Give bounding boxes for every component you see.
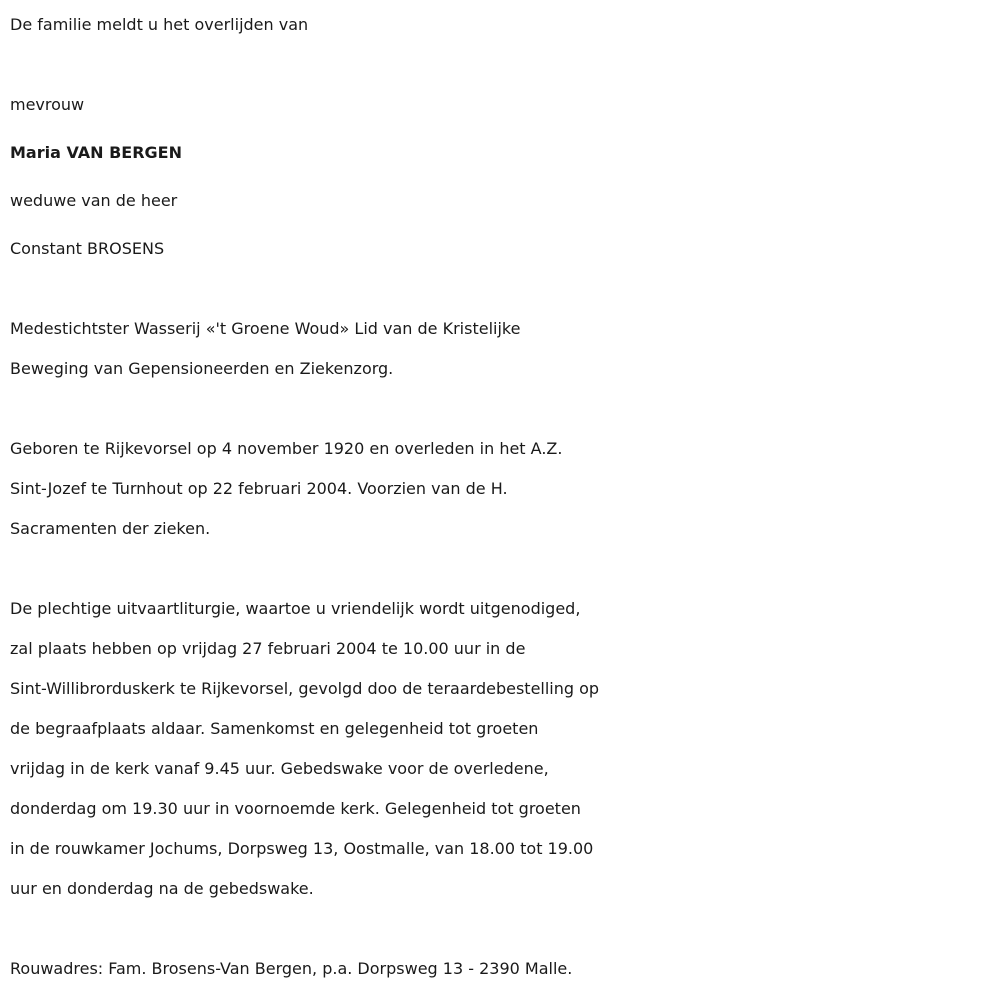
paragraph-line: donderdag om 19.30 uur in voornoemde kerk. Gelegenheid tot groeten [10, 799, 581, 818]
birth-death-paragraph [10, 429, 995, 549]
paragraph-line: De plechtige uitvaartliturgie, waartoe u vriendelijk wordt uitgenodiged, [10, 599, 581, 618]
paragraph-line: Sint-Jozef te Turnhout op 22 februari 2004. Voorzien van de H. [10, 479, 508, 498]
founder-paragraph [10, 309, 995, 389]
paragraph-line: zal plaats hebben op vrijdag 27 februari 2004 te 10.00 uur in de [10, 639, 526, 658]
honorific: mevrouw [10, 95, 85, 114]
paragraph-line: in de rouwkamer Jochums, Dorpsweg 13, Oostmalle, van 18.00 tot 19.00 [10, 839, 594, 858]
paragraph-line: uur en donderdag na de gebedswake. [10, 879, 314, 898]
deceased-name: Maria VAN BERGEN [10, 143, 182, 162]
intro-line: De familie meldt u het overlijden van [10, 15, 309, 34]
paragraph-line: Sacramenten der zieken. [10, 519, 211, 538]
paragraph-line: de begraafplaats aldaar. Samenkomst en gelegenheid tot groeten [10, 719, 539, 738]
paragraph-line: Medestichtster Wasserij «'t Groene Woud» Lid van de Kristelijke [10, 319, 521, 338]
paragraph-line: Sint-Willibrorduskerk te Rijkevorsel, gevolgd doo de teraardebestelling op [10, 679, 600, 698]
mourning-address: Rouwadres: Fam. Brosens-Van Bergen, p.a. Dorpsweg 13 - 2390 Malle. [10, 959, 573, 978]
paragraph-line: vrijdag in de kerk vanaf 9.45 uur. Gebedswake voor de overledene, [10, 759, 549, 778]
paragraph-line: Geboren te Rijkevorsel op 4 november 1920 en overleden in het A.Z. [10, 439, 563, 458]
funeral-paragraph [10, 589, 995, 909]
obituary-notice [10, 5, 995, 989]
spouse-name: Constant BROSENS [10, 239, 165, 258]
relation-line: weduwe van de heer [10, 191, 178, 210]
paragraph-line: Beweging van Gepensioneerden en Ziekenzorg. [10, 359, 394, 378]
